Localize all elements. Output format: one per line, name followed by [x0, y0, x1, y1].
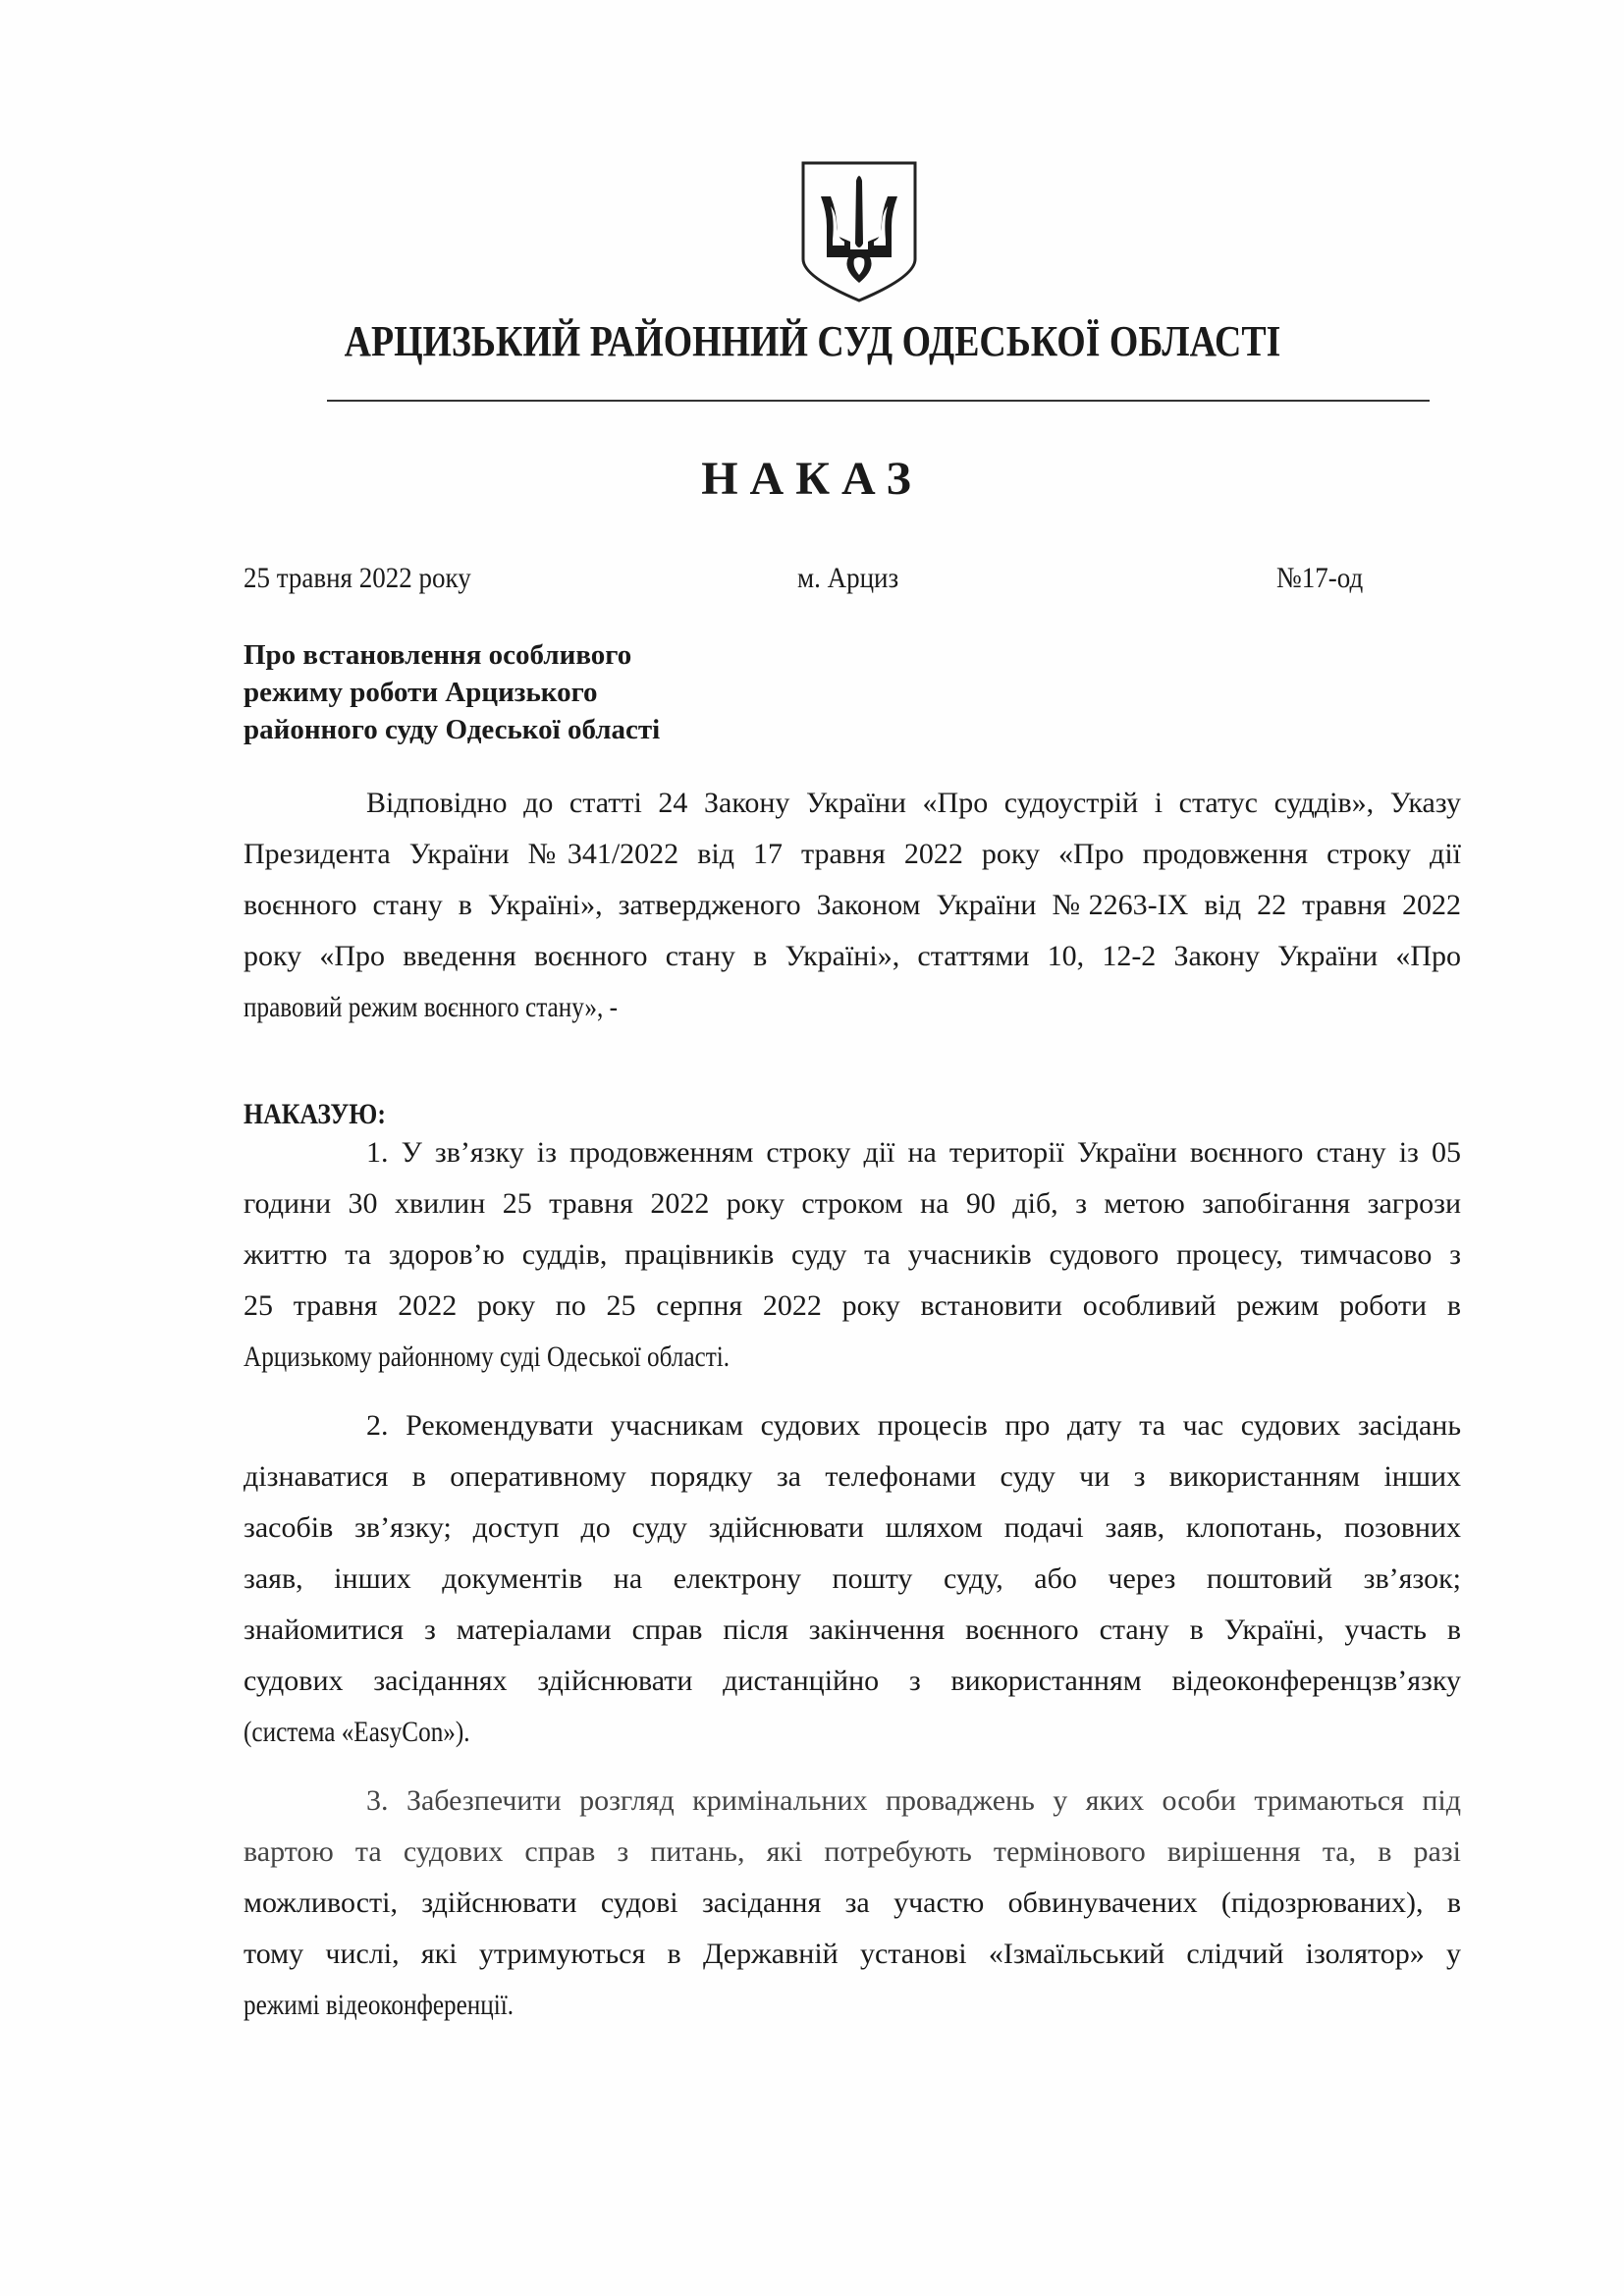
- text-line: години 30 хвилин 25 травня 2022 року строком на 90 діб, з метою запобігання загрози: [244, 1187, 1461, 1220]
- coat-of-arms-icon: [797, 157, 921, 304]
- court-name-text: АРЦИЗЬКИЙ РАЙОННИЙ СУД ОДЕСЬКОЇ ОБЛАСТІ: [344, 317, 1280, 365]
- text-line: року «Про введення воєнного стану в Україні», статтями 10, 12-2 Закону України «Про: [244, 940, 1461, 972]
- subject-line: районного суду Одеської області: [244, 714, 661, 745]
- text-line: вартою та судових справ з питань, які потребують термінового вирішення та, в разі: [244, 1835, 1461, 1868]
- text-line: Відповідно до статті 24 Закону України «Про судоустрій і статус суддів», Указу: [366, 787, 1461, 819]
- text-line: режимі відеоконференції.: [244, 1989, 514, 2021]
- order-items: [244, 1127, 1461, 2031]
- text-line: Арцизькому районному суді Одеської області.: [244, 1340, 731, 1373]
- text-line: тому числі, які утримуються в Державній установі «Ізмаїльський слідчий ізолятор» у: [244, 1938, 1461, 1970]
- text-line: засобів зв’язку; доступ до суду здійснювати шляхом подачі заяв, клопотань, позовних: [244, 1511, 1461, 1544]
- order-item-2: [244, 1400, 1461, 1758]
- text-line: судових засіданнях здійснювати дистанційно з використанням відеоконференцзв’язку: [244, 1665, 1461, 1697]
- text-line: 3. Забезпечити розгляд кримінальних проваджень у яких особи тримаються під: [366, 1784, 1461, 1817]
- document-subject: [244, 636, 660, 748]
- text-line: воєнного стану в Україні», затвердженого Законом України №2263-IX від 22 травня 2022: [244, 889, 1461, 921]
- document-city: м. Арциз: [797, 562, 899, 594]
- court-name-heading: [0, 316, 1624, 366]
- subject-line: Про встановлення особливого: [244, 639, 632, 671]
- header-divider: [327, 400, 1430, 402]
- order-item-3: [244, 1776, 1461, 2031]
- text-line: життю та здоров’ю суддів, працівників суду та учасників судового процесу, тимчасово з: [244, 1238, 1461, 1271]
- text-line: заяв, інших документів на електрону пошту суду, або через поштовий зв’язок;: [244, 1562, 1461, 1595]
- document-number: №17-од: [1276, 562, 1364, 594]
- preamble-paragraph: [244, 778, 1461, 1033]
- text-line: можливості, здійснювати судові засідання за участю обвинувачених (підозрюваних), в: [244, 1886, 1461, 1919]
- text-line: (система «EasyCon»).: [244, 1716, 470, 1748]
- order-heading: НАКАЗУЮ:: [244, 1098, 386, 1130]
- document-date: 25 травня 2022 року: [244, 562, 471, 594]
- document-type-heading: НАКАЗ: [701, 453, 923, 505]
- text-line: правовий режим воєнного стану», -: [244, 991, 619, 1023]
- text-line: 1. У зв’язку із продовженням строку дії на території України воєнного стану із 05: [366, 1136, 1461, 1169]
- text-line: знайомитися з матеріалами справ після закінчення воєнного стану в Україні, участь в: [244, 1613, 1461, 1646]
- text-line: 25 травня 2022 року по 25 серпня 2022 року встановити особливий режим роботи в: [244, 1289, 1461, 1322]
- text-line: дізнаватися в оперативному порядку за телефонами суду чи з використанням інших: [244, 1460, 1461, 1493]
- text-line: 2. Рекомендувати учасникам судових процесів про дату та час судових засідань: [366, 1409, 1461, 1442]
- text-line: Президента України №341/2022 від 17 травня 2022 року «Про продовження строку дії: [244, 838, 1461, 870]
- subject-line: режиму роботи Арцизького: [244, 677, 598, 708]
- order-item-1: [244, 1127, 1461, 1383]
